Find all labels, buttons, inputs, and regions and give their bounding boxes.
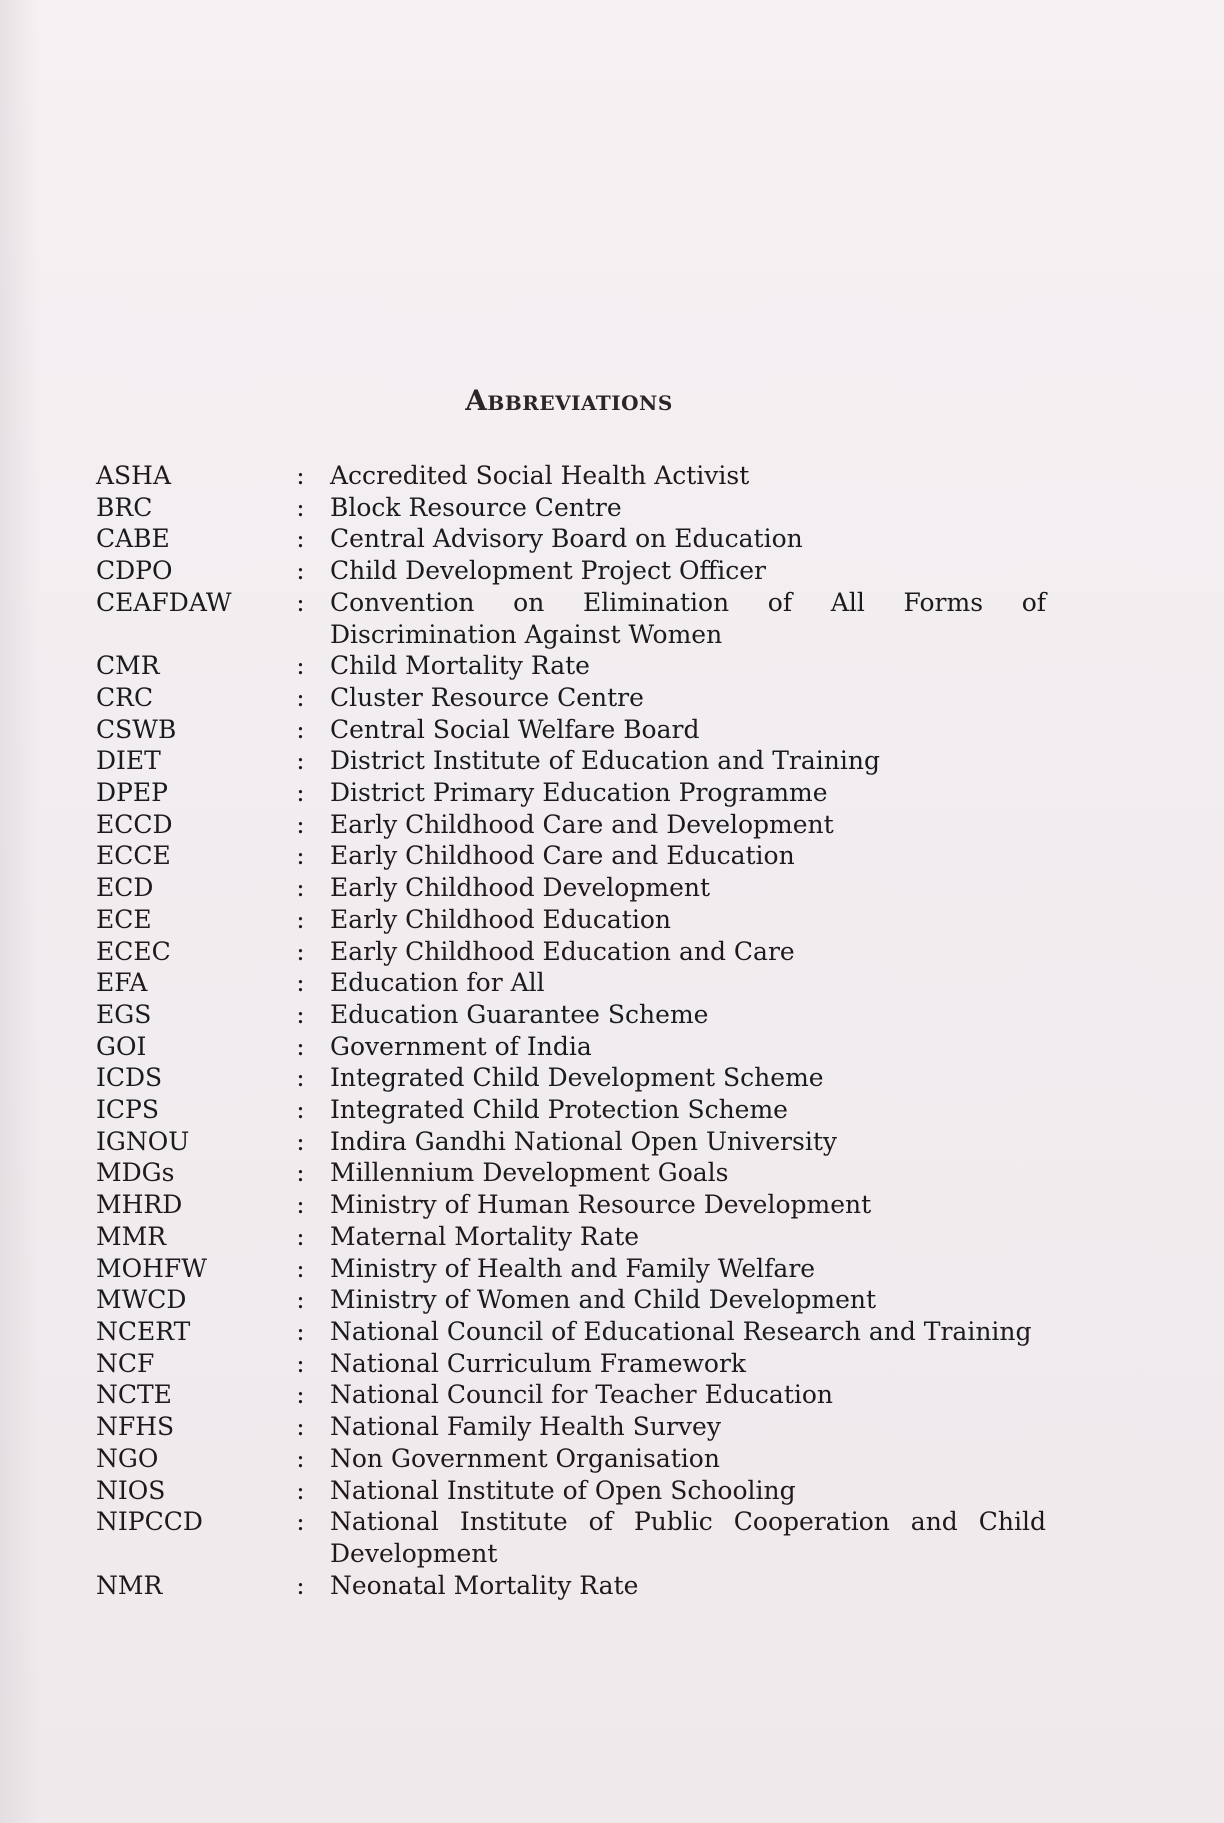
separator-colon: : bbox=[296, 492, 305, 522]
abbreviation-expansion: Maternal Mortality Rate bbox=[330, 1221, 640, 1251]
separator-colon: : bbox=[296, 968, 305, 998]
abbreviation-expansion: Neonatal Mortality Rate bbox=[330, 1570, 639, 1600]
abbreviation-term: MHRD bbox=[96, 1190, 183, 1220]
abbreviation-expansion: Early Childhood Development bbox=[330, 873, 711, 903]
abbreviation-term: DIET bbox=[96, 746, 161, 776]
abbreviation-term: NCTE bbox=[96, 1380, 172, 1410]
separator-colon: : bbox=[296, 1190, 305, 1220]
separator-colon: : bbox=[296, 556, 305, 586]
abbreviation-row bbox=[96, 492, 1046, 524]
abbreviation-expansion: Early Childhood Education bbox=[330, 904, 672, 934]
separator-colon: : bbox=[296, 904, 305, 934]
separator-colon: : bbox=[296, 587, 305, 617]
abbreviation-expansion: National Council for Teacher Education bbox=[330, 1380, 834, 1410]
abbreviation-term: CABE bbox=[96, 524, 170, 554]
abbreviation-row bbox=[96, 1157, 1046, 1189]
separator-colon: : bbox=[296, 809, 305, 839]
abbreviation-row bbox=[96, 1506, 1046, 1569]
abbreviation-term: NIOS bbox=[96, 1475, 166, 1505]
abbreviation-row bbox=[96, 1062, 1046, 1094]
abbreviation-expansion: Millennium Development Goals bbox=[330, 1158, 729, 1188]
abbreviation-row bbox=[96, 460, 1046, 492]
abbreviation-row bbox=[96, 650, 1046, 682]
abbreviation-term: ECCE bbox=[96, 841, 171, 871]
separator-colon: : bbox=[296, 1412, 305, 1442]
abbreviation-row bbox=[96, 967, 1046, 999]
abbreviation-row bbox=[96, 1475, 1046, 1507]
abbreviation-expansion: Cluster Resource Centre bbox=[330, 682, 644, 712]
abbreviation-expansion: National Family Health Survey bbox=[330, 1412, 721, 1442]
abbreviation-term: CSWB bbox=[96, 714, 177, 744]
separator-colon: : bbox=[296, 936, 305, 966]
separator-colon: : bbox=[296, 1443, 305, 1473]
abbreviation-expansion: District Primary Education Programme bbox=[330, 778, 828, 808]
separator-colon: : bbox=[296, 1475, 305, 1505]
abbreviation-expansion: National Institute of Open Schooling bbox=[330, 1475, 796, 1505]
abbreviation-row bbox=[96, 1284, 1046, 1316]
abbreviation-row bbox=[96, 1253, 1046, 1285]
abbreviation-expansion: Ministry of Health and Family Welfare bbox=[330, 1253, 816, 1283]
abbreviation-term: NCF bbox=[96, 1348, 155, 1378]
abbreviation-expansion: Education Guarantee Scheme bbox=[330, 999, 709, 1029]
separator-colon: : bbox=[296, 841, 305, 871]
abbreviation-term: NMR bbox=[96, 1570, 163, 1600]
abbreviation-list bbox=[96, 460, 1046, 1601]
abbreviation-row bbox=[96, 1094, 1046, 1126]
separator-colon: : bbox=[296, 461, 305, 490]
separator-colon: : bbox=[296, 1126, 305, 1156]
abbreviation-row bbox=[96, 555, 1046, 587]
abbreviation-row bbox=[96, 587, 1046, 650]
separator-colon: : bbox=[296, 1570, 305, 1600]
abbreviation-term: ECD bbox=[96, 873, 154, 903]
abbreviation-term: ECEC bbox=[96, 936, 171, 966]
page-title: Abbreviations bbox=[465, 384, 673, 417]
abbreviation-expansion: Ministry of Women and Child Development bbox=[330, 1285, 877, 1315]
abbreviation-term: MWCD bbox=[96, 1285, 187, 1315]
abbreviation-expansion: Central Social Welfare Board bbox=[330, 714, 700, 744]
abbreviation-row bbox=[96, 872, 1046, 904]
abbreviation-row bbox=[96, 523, 1046, 555]
separator-colon: : bbox=[296, 1316, 305, 1346]
abbreviation-expansion: Ministry of Human Resource Development bbox=[330, 1190, 872, 1220]
separator-colon: : bbox=[296, 1380, 305, 1410]
separator-colon: : bbox=[296, 682, 305, 712]
abbreviation-term: NFHS bbox=[96, 1412, 175, 1442]
abbreviation-expansion: Integrated Child Protection Scheme bbox=[330, 1095, 788, 1125]
abbreviation-expansion: Non Government Organisation bbox=[330, 1443, 720, 1473]
separator-colon: : bbox=[296, 1031, 305, 1061]
abbreviation-row bbox=[96, 1348, 1046, 1380]
abbreviation-term: ICPS bbox=[96, 1095, 159, 1125]
separator-colon: : bbox=[296, 524, 305, 554]
abbreviation-expansion: National Institute of Public Cooperation and Child Development bbox=[330, 1507, 1046, 1568]
abbreviation-row bbox=[96, 840, 1046, 872]
separator-colon: : bbox=[296, 714, 305, 744]
abbreviation-term: GOI bbox=[96, 1031, 147, 1061]
separator-colon: : bbox=[296, 1158, 305, 1188]
separator-colon: : bbox=[296, 1253, 305, 1283]
abbreviation-row bbox=[96, 809, 1046, 841]
abbreviation-term: NCERT bbox=[96, 1316, 191, 1346]
abbreviation-term: NGO bbox=[96, 1443, 159, 1473]
abbreviation-term: CEAFDAW bbox=[96, 587, 232, 617]
abbreviation-expansion: National Council of Educational Research and Training bbox=[330, 1316, 1032, 1346]
abbreviation-expansion: National Curriculum Framework bbox=[330, 1348, 747, 1378]
abbreviation-row bbox=[96, 1031, 1046, 1063]
abbreviation-expansion: Block Resource Centre bbox=[330, 492, 622, 522]
abbreviation-row bbox=[96, 1411, 1046, 1443]
abbreviation-expansion: Accredited Social Health Activist bbox=[330, 461, 750, 490]
abbreviation-term: IGNOU bbox=[96, 1126, 190, 1156]
abbreviation-term: NIPCCD bbox=[96, 1507, 203, 1537]
abbreviation-term: DPEP bbox=[96, 778, 168, 808]
separator-colon: : bbox=[296, 1221, 305, 1251]
separator-colon: : bbox=[296, 778, 305, 808]
abbreviation-row bbox=[96, 999, 1046, 1031]
abbreviation-term: EGS bbox=[96, 999, 152, 1029]
abbreviation-row bbox=[96, 1570, 1046, 1602]
abbreviation-row bbox=[96, 1126, 1046, 1158]
separator-colon: : bbox=[296, 1348, 305, 1378]
abbreviation-expansion: Central Advisory Board on Education bbox=[330, 524, 803, 554]
separator-colon: : bbox=[296, 1507, 305, 1537]
page-edge-shadow bbox=[0, 0, 40, 1823]
abbreviation-expansion: Early Childhood Education and Care bbox=[330, 936, 795, 966]
abbreviation-term: MDGs bbox=[96, 1158, 175, 1188]
abbreviation-row bbox=[96, 714, 1046, 746]
abbreviation-expansion: Indira Gandhi National Open University bbox=[330, 1126, 837, 1156]
abbreviation-term: ECE bbox=[96, 904, 152, 934]
abbreviation-row bbox=[96, 1379, 1046, 1411]
abbreviation-term: ASHA bbox=[96, 461, 172, 490]
abbreviation-term: BRC bbox=[96, 492, 153, 522]
separator-colon: : bbox=[296, 746, 305, 776]
abbreviation-row bbox=[96, 936, 1046, 968]
separator-colon: : bbox=[296, 1095, 305, 1125]
separator-colon: : bbox=[296, 873, 305, 903]
abbreviation-term: EFA bbox=[96, 968, 148, 998]
abbreviation-expansion: Child Mortality Rate bbox=[330, 651, 590, 681]
abbreviation-expansion: Education for All bbox=[330, 968, 545, 998]
abbreviation-row bbox=[96, 1189, 1046, 1221]
abbreviation-row bbox=[96, 682, 1046, 714]
abbreviation-expansion: Child Development Project Officer bbox=[330, 556, 766, 586]
separator-colon: : bbox=[296, 651, 305, 681]
abbreviation-expansion: Convention on Elimination of All Forms of Discrimination Against Women bbox=[330, 587, 1046, 649]
abbreviation-row bbox=[96, 1316, 1046, 1348]
abbreviation-expansion: Government of India bbox=[330, 1031, 592, 1061]
separator-colon: : bbox=[296, 1285, 305, 1315]
abbreviation-expansion: District Institute of Education and Training bbox=[330, 746, 880, 776]
abbreviation-row bbox=[96, 745, 1046, 777]
abbreviation-expansion: Integrated Child Development Scheme bbox=[330, 1063, 824, 1093]
abbreviation-expansion: Early Childhood Care and Development bbox=[330, 809, 834, 839]
abbreviation-term: MOHFW bbox=[96, 1253, 207, 1283]
abbreviation-term: MMR bbox=[96, 1221, 167, 1251]
abbreviation-term: CRC bbox=[96, 682, 154, 712]
abbreviation-term: ICDS bbox=[96, 1063, 163, 1093]
abbreviation-row bbox=[96, 1221, 1046, 1253]
abbreviation-term: CDPO bbox=[96, 556, 173, 586]
abbreviation-row bbox=[96, 904, 1046, 936]
separator-colon: : bbox=[296, 1063, 305, 1093]
abbreviation-term: ECCD bbox=[96, 809, 173, 839]
abbreviation-expansion: Early Childhood Care and Education bbox=[330, 841, 795, 871]
abbreviation-term: CMR bbox=[96, 651, 160, 681]
abbreviation-row bbox=[96, 777, 1046, 809]
separator-colon: : bbox=[296, 999, 305, 1029]
abbreviation-row bbox=[96, 1443, 1046, 1475]
